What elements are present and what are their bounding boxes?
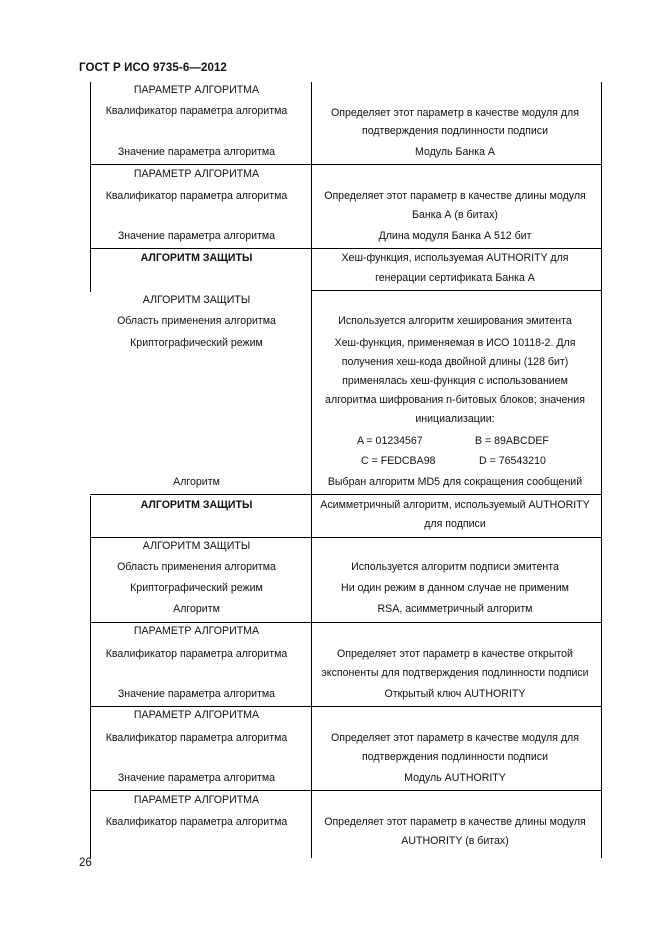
row-description: Используется алгоритм подписи эмитента bbox=[351, 561, 559, 573]
row-label: ПАРАМЕТР АЛГОРИТМА bbox=[133, 84, 260, 96]
row-description: Ни один режим в данном случае не применим bbox=[341, 582, 569, 594]
row-label: Криптографический режим bbox=[130, 337, 263, 349]
row-description: инициализации: bbox=[415, 413, 495, 425]
row-label: Квалификатор параметра алгоритма bbox=[105, 732, 288, 744]
row-description: Выбран алгоритм MD5 для сокращения сообщений bbox=[327, 476, 583, 488]
row-description: Определяет этот параметр в качестве длины модуля bbox=[324, 190, 586, 202]
row-label: Криптографический режим bbox=[130, 582, 263, 594]
row-description: Определяет этот параметр в качестве открытой bbox=[337, 648, 573, 660]
row-description: для подписи bbox=[424, 518, 486, 530]
row-label: АЛГОРИТМ ЗАЩИТЫ bbox=[142, 294, 251, 306]
row-description: Банка А (в битах) bbox=[412, 209, 498, 221]
row-label: Квалификатор параметра алгоритма bbox=[105, 648, 288, 660]
row-label: Значение параметра алгоритма bbox=[117, 688, 276, 700]
row-label: Алгоритм bbox=[173, 603, 220, 615]
page-number: 26 bbox=[79, 857, 92, 869]
row-description: подтверждения подлинности подписи bbox=[361, 751, 549, 763]
document-header: ГОСТ Р ИСО 9735-6—2012 bbox=[79, 62, 227, 74]
row-description: Модуль AUTHORITY bbox=[404, 772, 506, 784]
init-value: C = FEDCBA98 bbox=[361, 455, 436, 467]
row-divider bbox=[90, 164, 602, 165]
row-description: получения хеш-кода двойной длины (128 бит) bbox=[341, 356, 569, 368]
row-divider bbox=[90, 790, 602, 791]
row-divider bbox=[312, 290, 602, 291]
row-divider bbox=[90, 706, 602, 707]
row-description: Используется алгоритм хеширования эмитента bbox=[338, 315, 572, 327]
row-description: Открытый ключ AUTHORITY bbox=[384, 688, 526, 700]
row-description: Длина модуля Банка А 512 бит bbox=[378, 230, 532, 242]
row-divider bbox=[90, 622, 602, 623]
row-label: ПАРАМЕТР АЛГОРИТМА bbox=[133, 625, 260, 637]
row-label: АЛГОРИТМ ЗАЩИТЫ bbox=[142, 540, 251, 552]
row-label: ПАРАМЕТР АЛГОРИТМА bbox=[133, 794, 260, 806]
row-label: Квалификатор параметра алгоритма bbox=[105, 105, 288, 117]
init-value: B = 89ABCDEF bbox=[475, 435, 549, 447]
row-label: Область применения алгоритма bbox=[117, 315, 276, 327]
algorithm-table bbox=[90, 82, 602, 858]
row-description: применялась хеш-функция с использованием bbox=[342, 375, 568, 387]
row-label: Значение параметра алгоритма bbox=[117, 772, 276, 784]
row-label: АЛГОРИТМ ЗАЩИТЫ bbox=[140, 252, 253, 264]
row-divider bbox=[90, 537, 602, 538]
row-description: Определяет этот параметр в качестве модуля для bbox=[331, 107, 579, 119]
row-description: Хеш-функция, используемая AUTHORITY для bbox=[341, 252, 569, 264]
row-description: Асимметричный алгоритм, используемый AUTHORITY bbox=[320, 499, 590, 511]
row-description: RSA, асимметричный алгоритм bbox=[377, 603, 533, 615]
row-description: Определяет этот параметр в качестве модуля для bbox=[331, 732, 579, 744]
row-description: подтверждения подлинности подписи bbox=[361, 125, 549, 137]
row-divider bbox=[90, 248, 602, 249]
row-label: Значение параметра алгоритма bbox=[117, 146, 276, 158]
init-value: A = 01234567 bbox=[357, 435, 423, 447]
row-description: экспоненты для подтверждения подлинности подписи bbox=[321, 667, 589, 679]
row-description: Хеш-функция, применяемая в ИСО 10118-2. Для bbox=[334, 337, 576, 349]
row-label: Квалификатор параметра алгоритма bbox=[105, 816, 288, 828]
row-description: Определяет этот параметр в качестве длины модуля bbox=[324, 816, 586, 828]
row-label: Область применения алгоритма bbox=[117, 561, 276, 573]
row-label: Значение параметра алгоритма bbox=[117, 230, 276, 242]
row-label: ПАРАМЕТР АЛГОРИТМА bbox=[133, 168, 260, 180]
row-label: АЛГОРИТМ ЗАЩИТЫ bbox=[140, 499, 253, 511]
row-description: генерации сертификата Банка А bbox=[375, 272, 535, 284]
row-label: Квалификатор параметра алгоритма bbox=[105, 190, 288, 202]
row-divider bbox=[90, 494, 602, 495]
row-description: AUTHORITY (в битах) bbox=[401, 835, 509, 847]
init-value: D = 76543210 bbox=[479, 455, 546, 467]
table-border-right bbox=[601, 82, 602, 858]
row-label: ПАРАМЕТР АЛГОРИТМА bbox=[133, 709, 260, 721]
row-description: Модуль Банка А bbox=[415, 146, 495, 158]
row-label: Алгоритм bbox=[173, 476, 220, 488]
row-description: алгоритма шифрования n-битовых блоков; значения bbox=[325, 394, 585, 406]
